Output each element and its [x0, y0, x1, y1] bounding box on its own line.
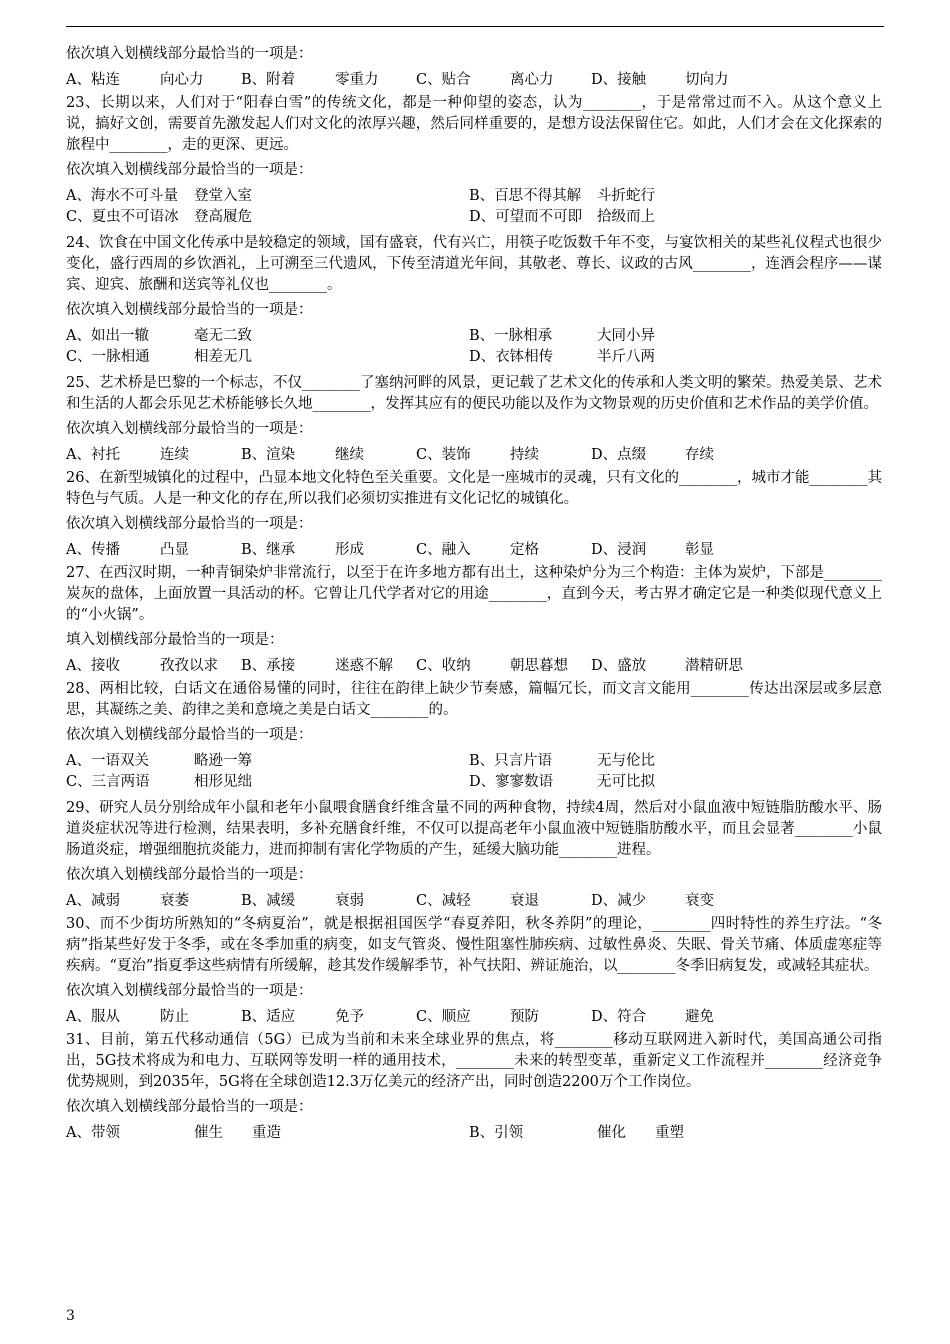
q25-options	[66, 445, 882, 466]
q28-options-row-1	[66, 751, 882, 772]
option-word-2: 继续	[335, 447, 364, 463]
q24-option-a	[66, 326, 469, 347]
q25-option-a	[66, 445, 241, 466]
q23-option-c	[66, 207, 469, 228]
q26-option-a	[66, 540, 241, 561]
q29-option-b	[241, 891, 416, 912]
q30-option-a	[66, 1007, 241, 1028]
q29-prompt: 依次填入划横线部分最恰当的一项是：	[66, 867, 313, 883]
option-word-2: 半斤八两	[597, 349, 655, 365]
q27-option-c	[416, 656, 591, 677]
q26-prompt: 依次填入划横线部分最恰当的一项是：	[66, 516, 313, 532]
option-word-1: D、衣钵相传	[469, 349, 554, 365]
option-word-2: 彰显	[685, 542, 714, 558]
q29-option-c	[416, 891, 591, 912]
q30-option-b	[241, 1007, 416, 1028]
q28-option-d	[469, 772, 872, 793]
option-word-1: C、三言两语	[66, 774, 150, 790]
document-body	[66, 44, 882, 1144]
option-word-1: B、减缓	[241, 893, 296, 909]
option-word-1: A、带领	[66, 1125, 120, 1141]
option-word-2: 零重力	[335, 72, 379, 88]
q26-option-c	[416, 540, 591, 561]
option-word-2: 预防	[510, 1009, 539, 1025]
q23-option-d	[469, 207, 872, 228]
q31-options-row-1	[66, 1123, 882, 1144]
option-word-2: 相形见绌	[194, 774, 252, 790]
option-word-1: A、粘连	[66, 72, 120, 88]
q28-option-a	[66, 751, 469, 772]
option-word-2: 无与伦比	[597, 753, 655, 769]
q28-options-row-2	[66, 772, 882, 793]
option-word-2: 大同小异	[597, 328, 655, 344]
option-word-1: B、继承	[241, 542, 296, 558]
option-word-1: D、盛放	[591, 658, 647, 674]
q31-option-a	[66, 1123, 469, 1144]
option-word-2: 催化 重塑	[597, 1125, 684, 1141]
option-word-2: 定格	[510, 542, 539, 558]
q31-text: 31、目前，第五代移动通信（5G）已成为当前和未来全球业界的焦点，将________移动互联网进入新时代，美国高通公司指出，5G技术将成为和电力、互联网等发明一样的通用技术，________未来的转型变革，重新定义工作流程并________经济竞争优势规则，到2035年，5G将在全球创造12.3万亿美元的经济产出，同时创造2200万个工作岗位。	[66, 1032, 882, 1090]
option-word-2: 催生 重造	[194, 1125, 281, 1141]
option-word-1: A、衬托	[66, 447, 120, 463]
option-word-2: 略逊一筹	[194, 753, 252, 769]
option-word-2: 离心力	[510, 72, 554, 88]
option-word-1: A、减弱	[66, 893, 120, 909]
q28-option-b	[469, 751, 872, 772]
q22-option-d	[591, 70, 766, 91]
q27-options	[66, 656, 882, 677]
option-word-2: 衰变	[685, 893, 714, 909]
q22-options	[66, 70, 882, 91]
option-word-2: 朝思暮想	[510, 658, 568, 674]
q24-text: 24、饮食在中国文化传承中是较稳定的领域，国有盛衰，代有兴亡，用筷子吃饭数千年不变，与宴饮相关的某些礼仪程式也很少变化，盛行西周的乡饮酒礼，上可溯至三代遗风，下传至清道光年间，其敬老、尊长、议政的古风________，连酒会程序——谋宾、迎宾、旅酬和送宾等礼仪也________。	[66, 235, 882, 293]
option-word-1: B、只言片语	[469, 753, 553, 769]
option-word-2: 衰弱	[335, 893, 364, 909]
option-word-1: B、承接	[241, 658, 296, 674]
header-rule	[66, 26, 884, 27]
q23-options-row-1	[66, 186, 882, 207]
option-word-1: A、海水不可斗量	[66, 188, 178, 204]
option-word-1: D、浸润	[591, 542, 647, 558]
option-word-1: C、装饰	[416, 447, 471, 463]
option-word-1: C、夏虫不可语冰	[66, 209, 179, 225]
q22-option-b	[241, 70, 416, 91]
option-word-2: 毫无二致	[194, 328, 252, 344]
q27-option-b	[241, 656, 416, 677]
option-word-2: 避免	[685, 1009, 714, 1025]
option-word-2: 相差无几	[194, 349, 252, 365]
q30-text: 30、而不少街坊所熟知的“冬病夏治”，就是根据祖国医学“春夏养阳，秋冬养阴”的理论，________四时特性的养生疗法。“冬病”指某些好发于冬季，或在冬季加重的病变，如支气管炎、慢性阻塞性肺疾病、过敏性鼻炎、失眠、骨关节痛、体质虚寒症等疾病。“夏治”指夏季这些病情有所缓解，趁其发作缓解季节，补气扶阳、辨证施治，以________冬季旧病复发，或减轻其症状。	[66, 916, 882, 974]
option-word-1: C、融入	[416, 542, 471, 558]
q28-prompt: 依次填入划横线部分最恰当的一项是：	[66, 727, 313, 743]
option-word-2: 衰萎	[160, 893, 189, 909]
option-word-1: B、渲染	[241, 447, 296, 463]
option-word-1: C、一脉相通	[66, 349, 150, 365]
option-word-1: A、传播	[66, 542, 120, 558]
option-word-1: D、符合	[591, 1009, 647, 1025]
q26-option-b	[241, 540, 416, 561]
option-word-2: 切向力	[685, 72, 729, 88]
option-word-2: 形成	[335, 542, 364, 558]
option-word-2: 拾级而上	[597, 209, 655, 225]
option-word-1: B、百思不得其解	[469, 188, 582, 204]
q22-option-a	[66, 70, 241, 91]
option-word-2: 迷惑不解	[335, 658, 393, 674]
option-word-2: 登高履危	[194, 209, 252, 225]
option-word-2: 持续	[510, 447, 539, 463]
option-word-2: 斗折蛇行	[597, 188, 655, 204]
q26-option-d	[591, 540, 766, 561]
q24-option-c	[66, 347, 469, 368]
q27-option-a	[66, 656, 241, 677]
option-word-1: B、适应	[241, 1009, 296, 1025]
option-word-1: D、接触	[591, 72, 647, 88]
q30-options	[66, 1007, 882, 1028]
option-word-1: A、接收	[66, 658, 120, 674]
option-word-2: 凸显	[160, 542, 189, 558]
option-word-2: 连续	[160, 447, 189, 463]
option-word-2: 向心力	[160, 72, 204, 88]
q23-text: 23、长期以来，人们对于“阳春白雪”的传统文化，都是一种仰望的姿态，认为________，于是常常过而不入。从这个意义上说，搞好文创，需要首先激发起人们对文化的浓厚兴趣，然后同样重要的，是想方设法保留住它。如此，人们才会在文化探索的旅程中________，走的更深、更远。	[66, 95, 882, 153]
option-word-1: B、一脉相承	[469, 328, 553, 344]
option-word-1: A、服从	[66, 1009, 120, 1025]
q24-option-b	[469, 326, 872, 347]
q27-text: 27、在西汉时期，一种青铜染炉非常流行，以至于在许多地方都有出土，这种染炉分为三个构造：主体为炭炉，下部是________炭灰的盘体，上面放置一具活动的杯。它曾让几代学者对它的用途________，直到今天，考古界才确定它是一种类似现代意义上的“小火锅”。	[66, 565, 882, 623]
option-word-1: D、减少	[591, 893, 647, 909]
q25-option-c	[416, 445, 591, 466]
option-word-1: B、附着	[241, 72, 296, 88]
option-word-1: D、可望而不可即	[469, 209, 583, 225]
q25-option-b	[241, 445, 416, 466]
q30-option-d	[591, 1007, 766, 1028]
option-word-1: D、寥寥数语	[469, 774, 554, 790]
q24-options-row-1	[66, 326, 882, 347]
option-word-1: C、贴合	[416, 72, 471, 88]
q29-options	[66, 891, 882, 912]
q24-prompt: 依次填入划横线部分最恰当的一项是：	[66, 302, 313, 318]
q29-option-d	[591, 891, 766, 912]
q27-prompt: 填入划横线部分最恰当的一项是：	[66, 632, 284, 648]
q30-option-c	[416, 1007, 591, 1028]
q30-prompt: 依次填入划横线部分最恰当的一项是：	[66, 983, 313, 999]
option-word-2: 登堂入室	[194, 188, 252, 204]
q31-option-b	[469, 1123, 872, 1144]
q28-text: 28、两相比较，白话文在通俗易懂的同时，往往在韵律上缺少节奏感，篇幅冗长，而文言文能用________传达出深层或多层意思，其凝练之美、韵律之美和意境之美是白话文________的。	[66, 681, 882, 718]
option-word-2: 孜孜以求	[160, 658, 218, 674]
q22-option-c	[416, 70, 591, 91]
option-word-2: 防止	[160, 1009, 189, 1025]
option-word-1: D、点缀	[591, 447, 647, 463]
option-word-2: 无可比拟	[597, 774, 655, 790]
q29-option-a	[66, 891, 241, 912]
q25-prompt: 依次填入划横线部分最恰当的一项是：	[66, 421, 313, 437]
q26-options	[66, 540, 882, 561]
q25-text: 25、艺术桥是巴黎的一个标志，不仅________了塞纳河畔的风景，更记载了艺术文化的传承和人类文明的繁荣。热爱美景、艺术和生活的人都会乐见艺术桥能够长久地________，发挥其应有的便民功能以及作为文物景观的历史价值和艺术作品的美学价值。	[66, 375, 882, 412]
option-word-2: 潜精研思	[685, 658, 743, 674]
q24-options-row-2	[66, 347, 882, 368]
page-number: 3	[66, 1308, 75, 1324]
q31-prompt: 依次填入划横线部分最恰当的一项是：	[66, 1099, 313, 1115]
option-word-1: A、如出一辙	[66, 328, 149, 344]
option-word-2: 免予	[335, 1009, 364, 1025]
q28-option-c	[66, 772, 469, 793]
q23-options-row-2	[66, 207, 882, 228]
q25-option-d	[591, 445, 766, 466]
q27-option-d	[591, 656, 766, 677]
q23-option-a	[66, 186, 469, 207]
option-word-1: C、收纳	[416, 658, 471, 674]
option-word-1: C、减轻	[416, 893, 471, 909]
option-word-2: 衰退	[510, 893, 539, 909]
q24-option-d	[469, 347, 872, 368]
q29-text: 29、研究人员分别给成年小鼠和老年小鼠喂食膳食纤维含量不同的两种食物，持续4周，然后对小鼠血液中短链脂肪酸水平、肠道炎症状况等进行检测，结果表明，多补充膳食纤维，不仅可以提高老年小鼠血液中短链脂肪酸水平，而且会显著________小鼠肠道炎症，增强细胞抗炎能力，进而抑制有害化学物质的产生，延缓大脑功能________进程。	[66, 800, 882, 858]
option-word-1: B、引领	[469, 1125, 524, 1141]
q26-text: 26、在新型城镇化的过程中，凸显本地文化特色至关重要。文化是一座城市的灵魂，只有文化的________，城市才能________其特色与气质。人是一种文化的存在,所以我们必须切实推进有文化记忆的城镇化。	[66, 470, 882, 507]
option-word-1: C、顺应	[416, 1009, 471, 1025]
q23-option-b	[469, 186, 872, 207]
q23-prompt: 依次填入划横线部分最恰当的一项是：	[66, 162, 313, 178]
option-word-1: A、一语双关	[66, 753, 149, 769]
q22-prompt: 依次填入划横线部分最恰当的一项是：	[66, 46, 313, 62]
option-word-2: 存续	[685, 447, 714, 463]
